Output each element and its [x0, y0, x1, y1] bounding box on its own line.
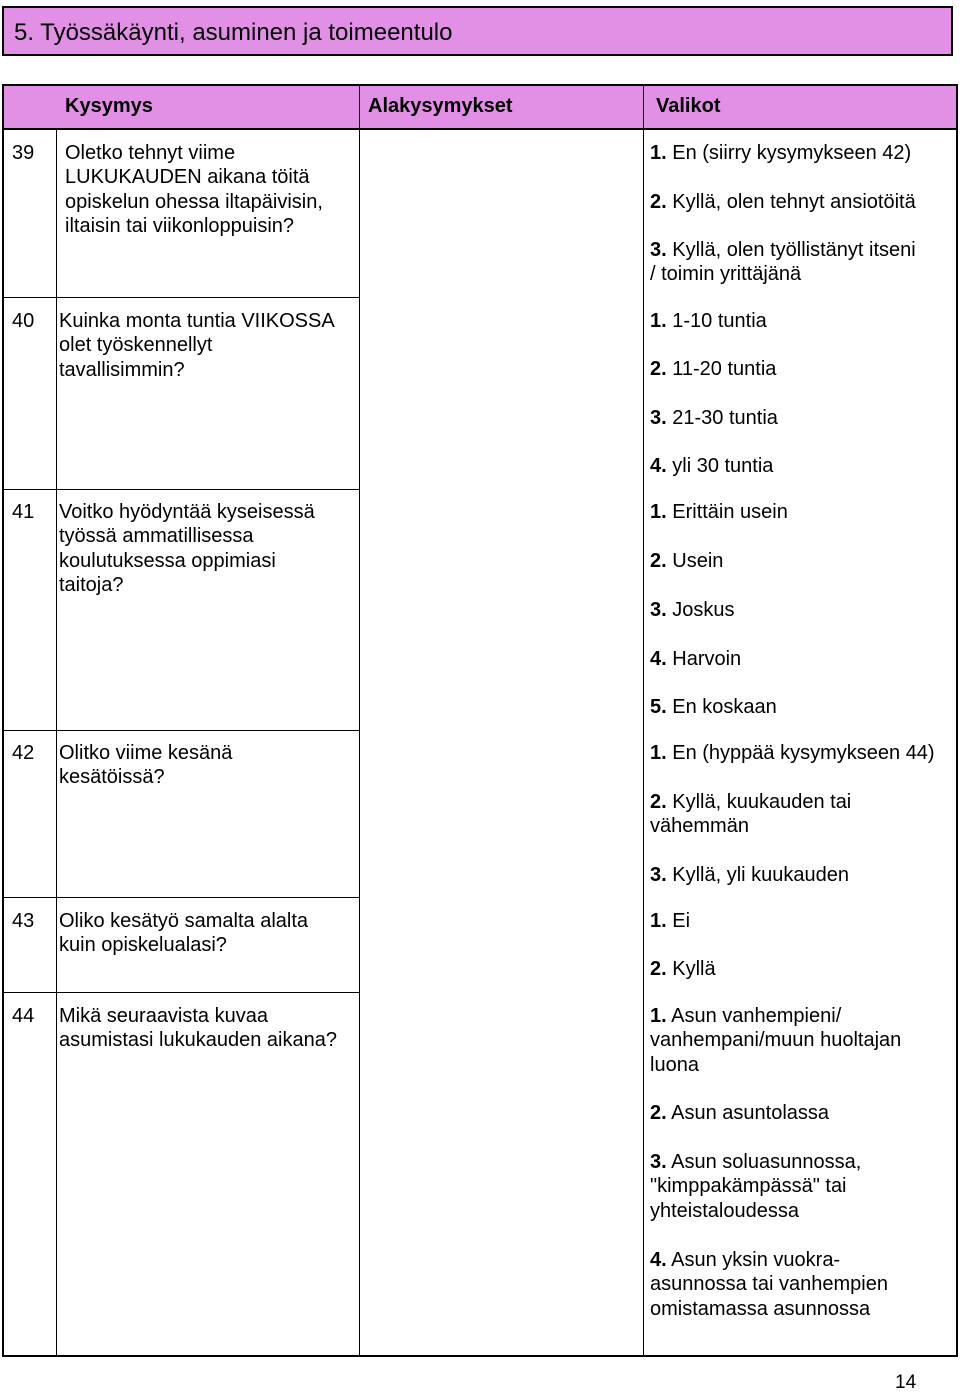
question-number: 42	[12, 742, 35, 764]
question-number: 40	[12, 310, 35, 332]
answer-option	[650, 741, 935, 765]
option-text: Asun vanhempieni/	[671, 1005, 842, 1027]
question-text-line: olet työskennellyt	[59, 334, 213, 357]
answer-option	[650, 790, 851, 814]
option-text: "kimppakämpässä" tai	[650, 1175, 847, 1198]
option-number: 1.	[650, 1005, 667, 1027]
question-text-line: asumistasi lukukauden aikana?	[59, 1029, 337, 1052]
option-text: Asun soluasunnossa,	[671, 1151, 862, 1173]
option-number: 1.	[650, 310, 667, 332]
question-text-line: kuin opiskelualasi?	[59, 934, 227, 957]
answer-option	[650, 500, 788, 524]
section-header	[2, 6, 953, 56]
answer-option	[650, 357, 776, 381]
option-text: 21-30 tuntia	[672, 407, 778, 429]
option-text: Asun yksin vuokra-	[671, 1249, 841, 1271]
option-text: asunnossa tai vanhempien	[650, 1273, 888, 1296]
option-number: 2.	[650, 191, 667, 213]
answer-option	[650, 1199, 799, 1223]
option-text: Harvoin	[672, 648, 742, 670]
row-divider	[2, 730, 359, 731]
row-divider	[2, 297, 359, 298]
option-text: 11-20 tuntia	[672, 358, 777, 380]
answer-option	[650, 1248, 840, 1272]
row-divider	[2, 897, 359, 898]
option-text: Asun asuntolassa	[671, 1102, 830, 1124]
answer-option	[650, 909, 690, 933]
option-text: En koskaan	[672, 696, 777, 718]
answer-option	[650, 1150, 861, 1174]
question-text-line: taitoja?	[59, 574, 124, 597]
option-text: omistamassa asunnossa	[650, 1297, 871, 1320]
answer-option	[650, 814, 749, 838]
option-number: 1.	[650, 910, 667, 932]
option-number: 5.	[650, 696, 667, 718]
question-text-line: Kuinka monta tuntia VIIKOSSA	[59, 310, 335, 332]
question-text-line: Voitko hyödyntää kyseisessä	[59, 501, 315, 523]
option-text: Ei	[672, 910, 691, 932]
answer-option	[650, 1272, 888, 1296]
row-divider	[2, 992, 359, 993]
answer-option	[650, 1174, 847, 1198]
option-number: 4.	[650, 648, 667, 670]
option-text: 1-10 tuntia	[672, 310, 767, 332]
option-text: / toimin yrittäjänä	[650, 263, 802, 286]
option-number: 1.	[650, 501, 667, 523]
answer-option	[650, 863, 849, 887]
column-divider	[56, 130, 57, 1357]
question-number: 44	[12, 1005, 35, 1027]
option-text: En (hyppää kysymykseen 44)	[672, 742, 935, 764]
question-text-line: työssä ammatillisessa	[59, 525, 254, 548]
option-number: 1.	[650, 742, 667, 764]
question-text-line: opiskelun ohessa iltapäivisin,	[65, 190, 323, 213]
answer-option	[650, 1101, 829, 1125]
question-text-line: Olitko viime kesänä	[59, 742, 233, 764]
answer-option	[650, 598, 735, 622]
option-text: luona	[650, 1053, 699, 1076]
option-number: 4.	[650, 1249, 667, 1271]
row-divider	[2, 489, 359, 490]
option-number: 2.	[650, 958, 667, 980]
option-number: 2.	[650, 791, 667, 813]
option-number: 2.	[650, 550, 667, 572]
answer-option	[650, 454, 773, 478]
answer-option	[650, 1053, 699, 1077]
question-text-line: tavallisimmin?	[59, 358, 185, 381]
option-text: Kyllä	[672, 958, 716, 980]
answer-option	[650, 1004, 841, 1028]
question-text-line: iltaisin tai viikonloppuisin?	[65, 215, 295, 238]
answer-option	[650, 406, 778, 430]
option-number: 3.	[650, 1151, 667, 1173]
option-number: 2.	[650, 1102, 667, 1124]
answer-option	[650, 1028, 901, 1052]
option-text: vähemmän	[650, 815, 749, 838]
option-number: 3.	[650, 864, 667, 886]
section-title: 5. Työssäkäynti, asuminen ja toimeentulo	[14, 19, 453, 46]
option-text: Usein	[672, 550, 724, 572]
answer-option	[650, 1297, 870, 1321]
option-text: vanhempani/muun huoltajan	[650, 1029, 902, 1052]
question-text-line: Mikä seuraavista kuvaa	[59, 1005, 268, 1027]
answer-option	[650, 647, 741, 671]
answer-option	[650, 262, 801, 286]
answer-option	[650, 141, 911, 165]
header-question: Kysymys	[65, 95, 153, 117]
option-text: Kyllä, olen tehnyt ansiotöitä	[672, 191, 916, 213]
option-text: Erittäin usein	[672, 501, 788, 523]
option-text: Kyllä, kuukauden tai	[672, 791, 852, 813]
question-text-line: koulutuksessa oppimiasi	[59, 549, 276, 572]
column-divider	[359, 84, 360, 1357]
question-text-line: kesätöissä?	[59, 766, 165, 789]
option-number: 3.	[650, 239, 667, 261]
header-options: Valikot	[656, 95, 721, 117]
option-number: 1.	[650, 142, 667, 164]
answer-option	[650, 549, 723, 573]
answer-option	[650, 957, 716, 981]
option-number: 2.	[650, 358, 667, 380]
option-text: yhteistaloudessa	[650, 1199, 799, 1222]
header-subquestions: Alakysymykset	[368, 95, 513, 117]
question-text-line: Oliko kesätyö samalta alalta	[59, 910, 309, 932]
option-number: 3.	[650, 599, 667, 621]
option-number: 3.	[650, 407, 667, 429]
question-number: 41	[12, 501, 35, 523]
option-text: Joskus	[672, 599, 735, 621]
answer-option	[650, 309, 767, 333]
option-number: 4.	[650, 455, 667, 477]
option-text: yli 30 tuntia	[672, 455, 774, 477]
column-divider	[643, 84, 644, 1357]
question-number: 43	[12, 910, 35, 932]
question-text-line: LUKUKAUDEN aikana töitä	[65, 166, 310, 189]
option-text: Kyllä, olen työllistänyt itseni	[672, 239, 916, 261]
answer-option	[650, 190, 916, 214]
question-text-line: Oletko tehnyt viime	[65, 142, 236, 164]
option-text: En (siirry kysymykseen 42)	[672, 142, 912, 164]
question-number: 39	[12, 142, 35, 164]
answer-option	[650, 238, 916, 262]
answer-option	[650, 695, 777, 719]
page-number: 14	[895, 1372, 917, 1393]
option-text: Kyllä, yli kuukauden	[672, 864, 850, 886]
